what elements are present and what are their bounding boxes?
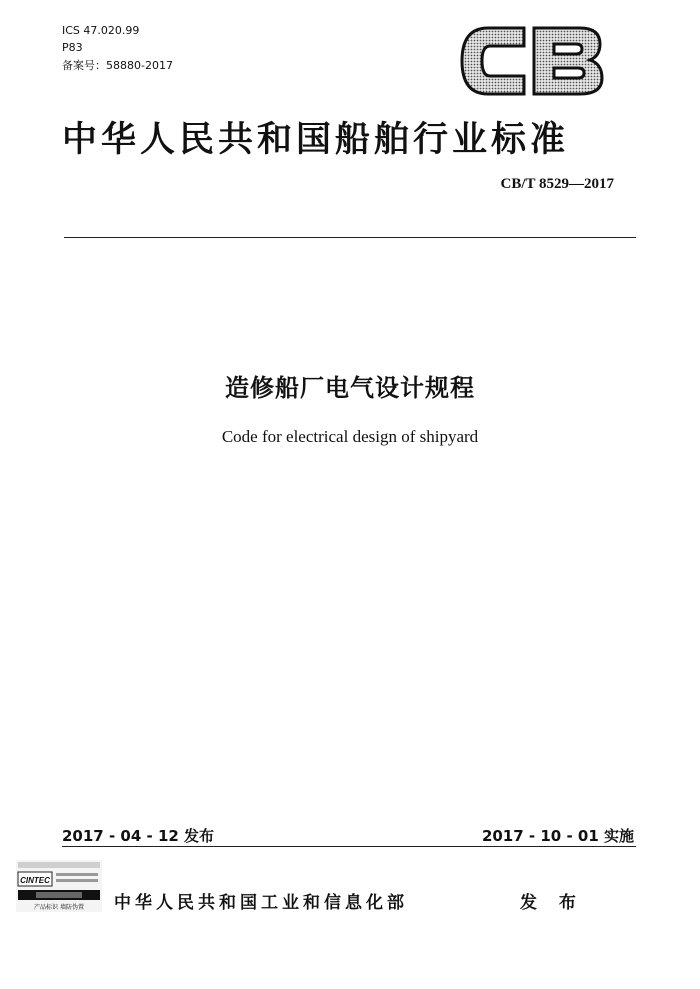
publisher-name: 中华人民共和国工业和信息化部 [114, 893, 408, 913]
cb-logo [458, 24, 604, 98]
title-chinese: 造修船厂电气设计规程 [225, 374, 475, 402]
header-divider [64, 237, 636, 238]
title-english: Code for electrical design of shipyard [221, 427, 479, 446]
standard-code: CB/T 8529—2017 [500, 176, 614, 192]
stamp-label: CINTEC [20, 876, 50, 885]
ics-code: ICS 47.020.99 [62, 24, 140, 37]
standard-type: 中华人民共和国船舶行业标准 [62, 120, 570, 160]
implementation-date: 2017 - 10 - 01 实施 [481, 827, 634, 845]
record-number: 备案号：58880-2017 [62, 59, 173, 72]
stamp-caption: 产品标识 墙防伪置 [34, 904, 84, 911]
publish-label: 发 布 [520, 893, 584, 913]
anti-counterfeit-stamp [16, 860, 102, 912]
issue-date: 2017 - 04 - 12 发布 [62, 827, 215, 845]
ccs-code: P83 [62, 41, 83, 54]
footer-divider [62, 846, 636, 847]
